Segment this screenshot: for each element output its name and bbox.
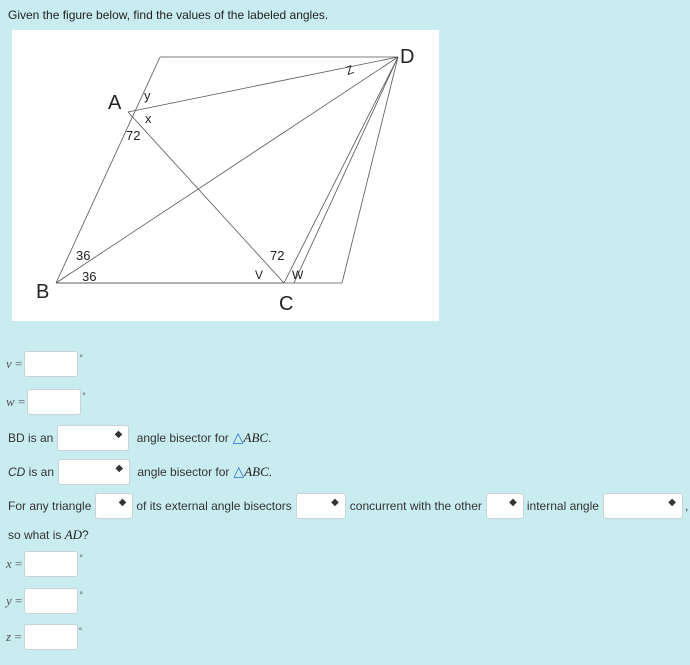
triangle-abc-name: ABC [244,464,269,479]
triangle-abc-name: ABC [243,430,269,445]
answer-row-x [6,551,83,577]
v-degree-symbol: ° [79,353,83,363]
var-z-label: z = [6,629,22,644]
x-input[interactable] [24,551,78,577]
angle-y-label: y [144,88,151,103]
line-cd [284,57,398,283]
other-select[interactable] [486,493,524,519]
vertex-c-label: C [279,293,294,315]
chevron-updown-icon: ◆ [114,429,123,440]
w-input[interactable] [27,389,81,415]
bd-suffix-text: angle bisector for [133,431,229,445]
cd-label: CD [8,465,26,479]
segment-ad-name: AD [64,527,83,542]
triangle-symbol: △ [232,430,244,446]
geometry-figure [12,30,439,321]
bisector-select[interactable] [603,493,683,519]
answer-row-v [6,351,83,377]
var-v-label: v = [6,356,23,371]
vertex-d-label: D [400,46,415,68]
z-input[interactable] [24,624,78,650]
count-select[interactable] [95,493,133,519]
answer-row-z [6,624,82,650]
bd-is-an-text: is an [24,431,54,445]
cd-statement-row [8,459,272,485]
angle-v-label: V [255,268,264,282]
chevron-updown-icon: ◆ [118,497,127,508]
chevron-updown-icon: ◆ [115,463,124,474]
answer-row-w [6,389,86,415]
var-x-label: x = [6,556,23,571]
angle-w-label: W [292,268,304,282]
cd-suffix-text: angle bisector for [134,465,230,479]
x-degree-symbol: ° [79,553,83,563]
bd-period: . [268,431,272,445]
vertex-b-label: B [36,281,50,303]
angle-b-36-bottom-label: 36 [82,269,97,284]
y-degree-symbol: ° [79,590,83,600]
angle-b-36-top-label: 36 [76,248,91,263]
line-ac [128,112,284,283]
answer-row-y [6,588,83,614]
vertex-a-label: A [108,92,122,114]
triangle-symbol: △ [233,464,245,480]
for-any-triangle-text: For any triangle [8,499,92,513]
ad-question-row [8,527,89,543]
z-degree-symbol: ° [78,626,83,636]
internal-angle-text: internal angle [526,499,599,513]
chevron-updown-icon: ◆ [331,497,339,508]
line-bd [56,57,398,283]
angle-a-72-label: 72 [126,128,141,143]
concurrent-text: concurrent with the other [349,499,482,513]
bd-statement-row [8,425,271,451]
external-bisectors-text: of its external angle bisectors [136,499,292,513]
var-w-label: w = [6,394,26,409]
comma: , [684,499,689,513]
line-right [342,57,398,283]
chevron-updown-icon: ◆ [668,497,676,508]
w-degree-symbol: ° [82,391,86,401]
v-input[interactable] [24,351,78,377]
angle-x-label: x [145,111,152,126]
concurrency-statement-row [8,493,688,519]
var-y-label: y = [6,593,23,608]
so-what-is-text: so what is [8,528,65,542]
chevron-updown-icon: ◆ [509,497,517,508]
bd-bisector-type-select[interactable] [57,425,129,451]
y-input[interactable] [24,588,78,614]
cd-bisector-type-select[interactable] [58,459,130,485]
cd-period: . [268,465,273,479]
line-ad [128,57,398,112]
question-mark: ? [82,528,89,542]
cd-is-an-text: is an [25,465,55,479]
are-select[interactable] [296,493,346,519]
bd-label: BD [8,431,25,445]
angle-c-72-label: 72 [270,248,285,263]
question-prompt: Given the figure below, find the values of the labeled angles. [8,8,329,22]
angle-z-label: Z [343,62,356,78]
